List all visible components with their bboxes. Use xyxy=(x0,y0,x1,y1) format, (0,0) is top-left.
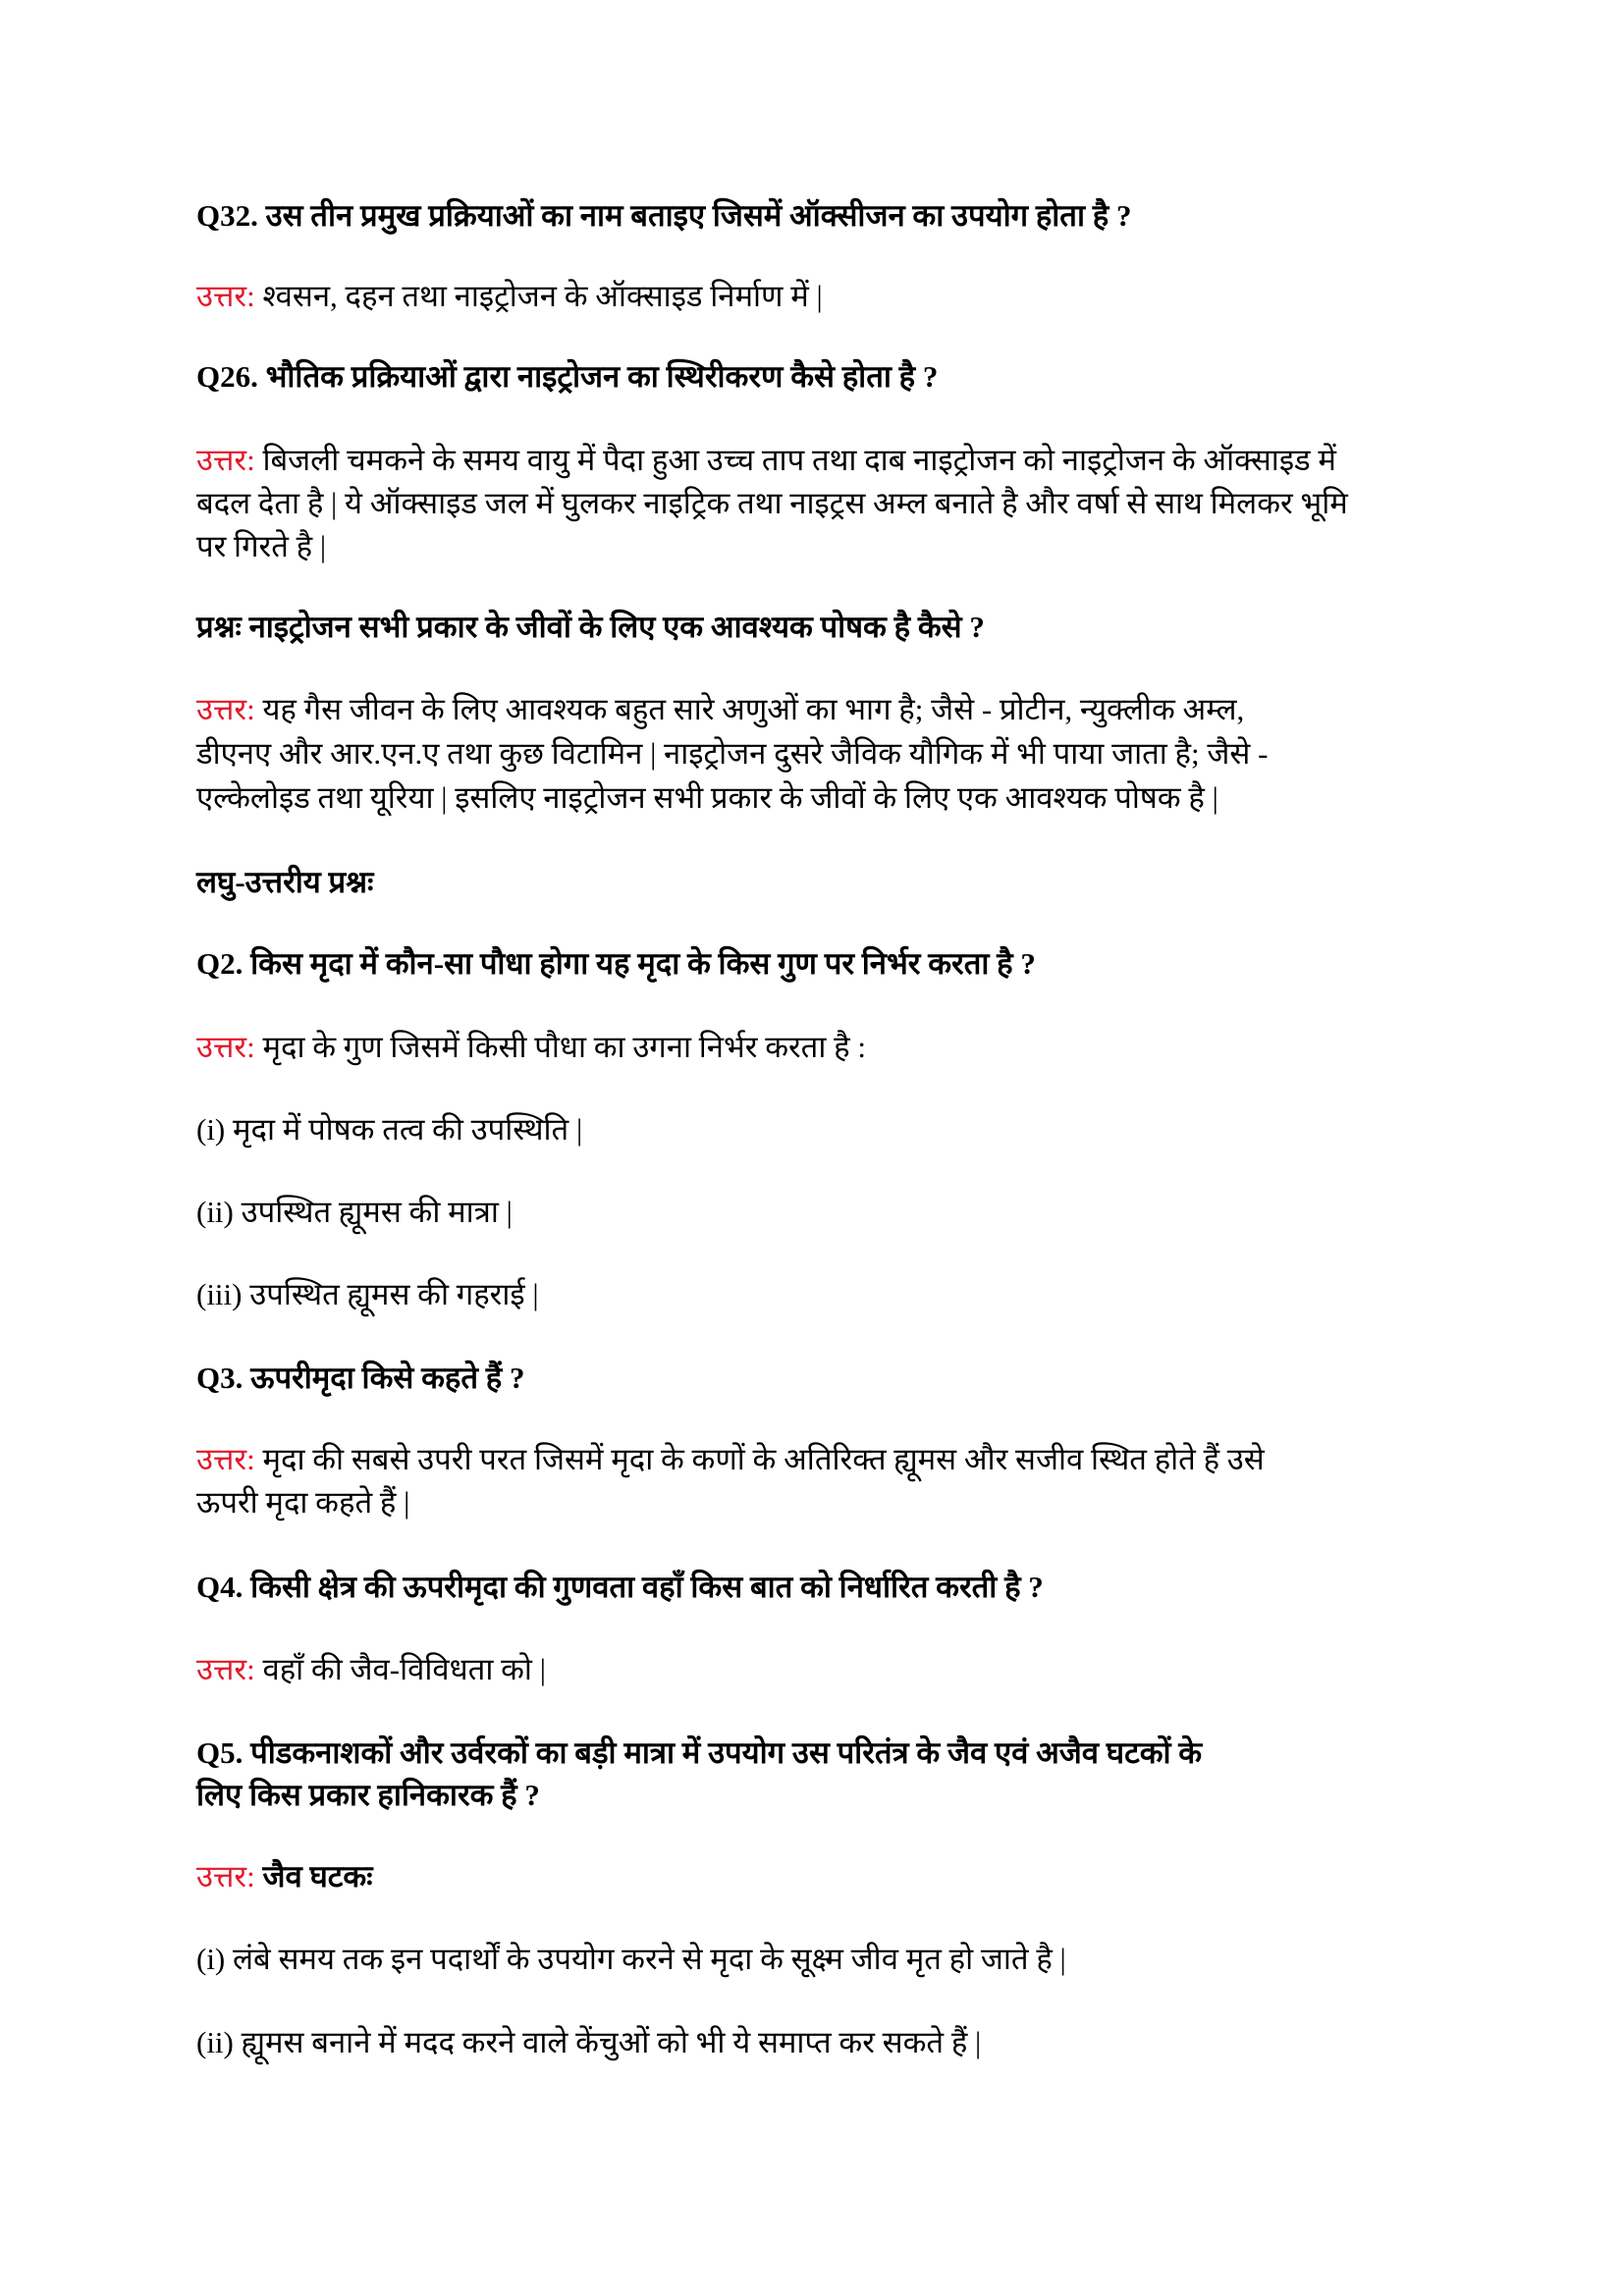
answer-text: वहाँ की जैव-विविधता को | xyxy=(262,1652,546,1686)
answer-q26-line3: पर गिरते है | xyxy=(196,529,327,563)
answer-label: उत्तर: xyxy=(196,692,255,726)
list-item: (ii) उपस्थित ह्यूमस की मात्रा | xyxy=(196,1195,513,1229)
section-heading-short-answer: लघु-उत्तरीय प्रश्नः xyxy=(196,865,374,899)
answer-label: उत्तर: xyxy=(196,1859,255,1894)
answer-text: यह गैस जीवन के लिए आवश्यक बहुत सारे अणुओं का भाग है; जैसे - प्रोटीन, न्युक्लीक अम्ल, xyxy=(262,692,1245,726)
question-q26: Q26. भौतिक प्रक्रियाओं द्वारा नाइट्रोजन का स्थिरीकरण कैसे होता है ? xyxy=(196,359,939,394)
answer-label: उत्तर: xyxy=(196,1652,255,1686)
question-nitrogen-nutrient: प्रश्नः नाइट्रोजन सभी प्रकार के जीवों के लिए एक आवश्यक पोषक है कैसे ? xyxy=(196,610,985,644)
answer-text: मृदा के गुण जिसमें किसी पौधा का उगना निर्भर करता है : xyxy=(262,1030,866,1064)
answer-nitrogen-line2: डीएनए और आर.एन.ए तथा कुछ विटामिन | नाइट्रोजन दुसरे जैविक यौगिक में भी पाया जाता है; जैसे - xyxy=(196,736,1269,771)
answer-q5 xyxy=(196,1855,372,1898)
list-item: (i) मृदा में पोषक तत्व की उपस्थिति | xyxy=(196,1112,583,1147)
answer-q26-line1 xyxy=(196,439,1336,482)
answer-text: श्वसन, दहन तथा नाइट्रोजन के ऑक्साइड निर्माण में | xyxy=(262,279,823,313)
answer-nitrogen-line1 xyxy=(196,688,1244,731)
question-q5-line1: Q5. पीडकनाशकों और उर्वरकों का बड़ी मात्रा में उपयोग उस परितंत्र के जैव एवं अजैव घटकों के xyxy=(196,1735,1203,1770)
question-q4: Q4. किसी क्षेत्र की ऊपरीमृदा की गुणवता वहाँ किस बात को निर्धारित करती है ? xyxy=(196,1570,1044,1604)
answer-text: बिजली चमकने के समय वायु में पैदा हुआ उच्च ताप तथा दाब नाइट्रोजन को नाइट्रोजन के ऑक्साइड में xyxy=(262,443,1336,477)
answer-q3-line2: ऊपरी मृदा कहते हैं | xyxy=(196,1485,410,1520)
answer-q26-line2: बदल देता है | ये ऑक्साइड जल में घुलकर नाइट्रिक तथा नाइट्रस अम्ल बनाते है और वर्षा से साथ मिलकर भूमि xyxy=(196,486,1348,520)
answer-subheading: जैव घटकः xyxy=(262,1859,373,1894)
list-item: (ii) ह्यूमस बनाने में मदद करने वाले केंचुओं को भी ये समाप्त कर सकते हैं | xyxy=(196,2025,982,2059)
answer-q2 xyxy=(196,1026,866,1069)
answer-q32 xyxy=(196,275,823,318)
question-q2: Q2. किस मृदा में कौन-सा पौधा होगा यह मृदा के किस गुण पर निर्भर करता है ? xyxy=(196,946,1036,981)
answer-nitrogen-line3: एल्केलोइड तथा यूरिया | इसलिए नाइट्रोजन सभी प्रकार के जीवों के लिए एक आवश्यक पोषक है | xyxy=(196,780,1218,815)
answer-label: उत्तर: xyxy=(196,279,255,313)
answer-label: उत्तर: xyxy=(196,1442,255,1476)
question-q3: Q3. ऊपरीमृदा किसे कहते हैं ? xyxy=(196,1361,525,1395)
answer-text: मृदा की सबसे उपरी परत जिसमें मृदा के कणों के अतिरिक्त ह्यूमस और सजीव स्थित होते हैं उसे xyxy=(262,1442,1265,1476)
question-q5-line2: लिए किस प्रकार हानिकारक हैं ? xyxy=(196,1778,540,1812)
question-q32: Q32. उस तीन प्रमुख प्रक्रियाओं का नाम बताइए जिसमें ऑक्सीजन का उपयोग होता है ? xyxy=(196,198,1132,233)
list-item: (i) लंबे समय तक इन पदार्थों के उपयोग करने से मृदा के सूक्ष्म जीव मृत हो जाते है | xyxy=(196,1942,1066,1976)
list-item: (iii) उपस्थित ह्यूमस की गहराई | xyxy=(196,1277,539,1311)
answer-q4 xyxy=(196,1648,546,1691)
answer-label: उत्तर: xyxy=(196,1030,255,1064)
answer-label: उत्तर: xyxy=(196,443,255,477)
answer-q3-line1 xyxy=(196,1438,1265,1481)
